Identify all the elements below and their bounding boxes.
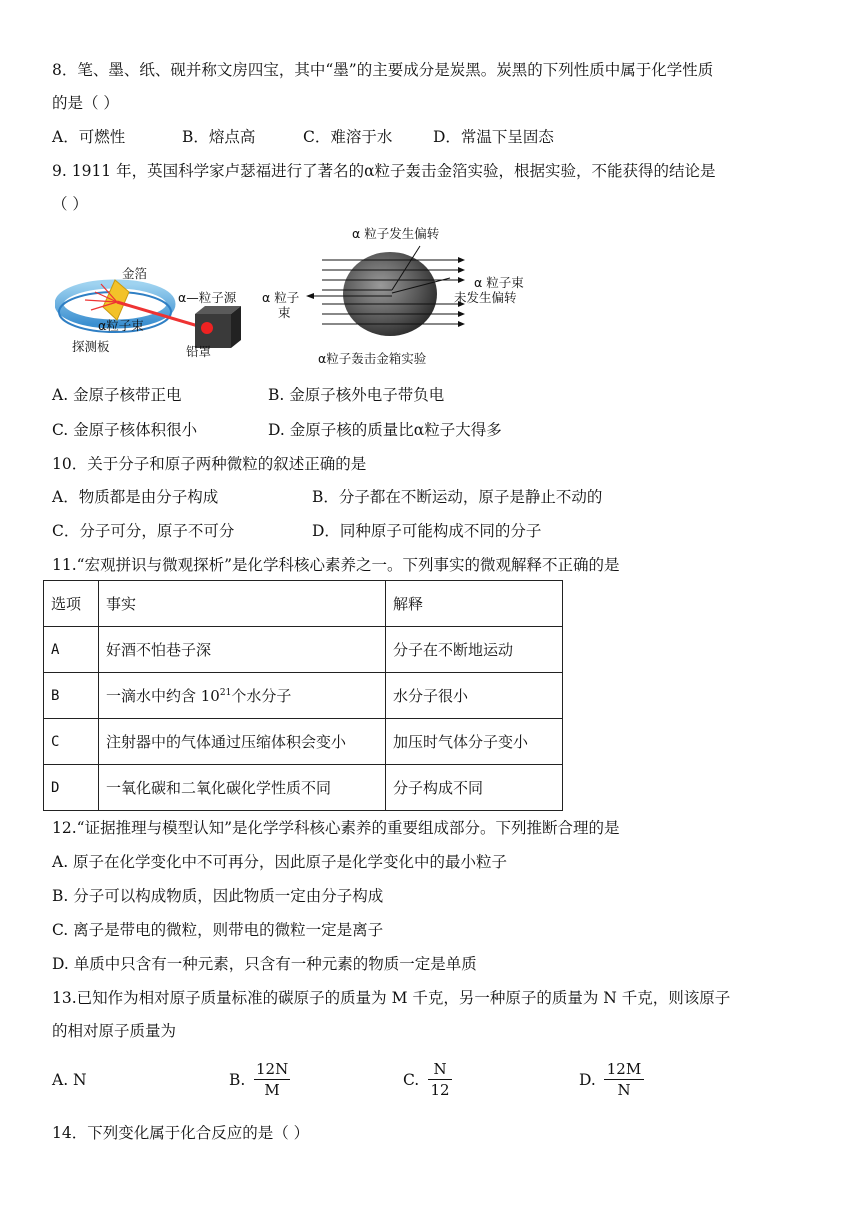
label-detector: 探测板 bbox=[72, 339, 110, 354]
header-option: 选项 bbox=[44, 581, 99, 627]
q11-table bbox=[43, 580, 563, 811]
row-option: B bbox=[44, 673, 99, 719]
fraction-bar bbox=[254, 1079, 290, 1080]
fraction-bar bbox=[428, 1079, 452, 1080]
row-explanation: 分子构成不同 bbox=[386, 765, 563, 811]
table-row bbox=[44, 719, 563, 765]
row-fact: 注射器中的气体通过压缩体积会变小 bbox=[99, 719, 386, 765]
fact-text: 一滴水中约含 10 bbox=[106, 687, 220, 705]
alpha-scattering-figure bbox=[300, 238, 470, 348]
q8-stem-line2: 的是（ ） bbox=[52, 94, 119, 112]
q8-option-c: C．难溶于水 bbox=[303, 128, 393, 146]
q9-stem-line1: 9. 1911 年，英国科学家卢瑟福进行了著名的α粒子轰击金箔实验，根据实验，不能获得的结论是 bbox=[52, 162, 716, 180]
row-fact: 好酒不怕巷子深 bbox=[99, 627, 386, 673]
label-gold-foil: 金箔 bbox=[122, 266, 148, 281]
row-option: D bbox=[44, 765, 99, 811]
label-beam-left-2: 束 bbox=[278, 305, 291, 320]
q11-stem: 11.“宏观拼识与微观探析”是化学科核心素养之一。下列事实的微观解释不正确的是 bbox=[52, 556, 620, 574]
q9-stem-line2: （ ） bbox=[52, 195, 88, 213]
rutherford-apparatus-figure bbox=[55, 262, 265, 372]
label-beam-left-1: α 粒子 bbox=[262, 290, 300, 305]
q13-option-c-fraction bbox=[428, 1060, 452, 1099]
fraction-bar bbox=[604, 1079, 644, 1080]
q13-stem-line1: 13.已知作为相对原子质量标准的碳原子的质量为 M 千克，另一种原子的质量为 N 千克，则该原子 bbox=[52, 989, 731, 1007]
table-row bbox=[44, 673, 563, 719]
q12-option-a: A. 原子在化学变化中不可再分，因此原子是化学变化中的最小粒子 bbox=[52, 853, 508, 871]
q13-option-b-fraction bbox=[254, 1060, 290, 1099]
q9-option-d: D. 金原子核的质量比α粒子大得多 bbox=[268, 421, 502, 439]
label-beam-right-2: 未发生偏转 bbox=[454, 290, 517, 305]
q10-option-b: B．分子都在不断运动，原子是静止不动的 bbox=[312, 488, 603, 506]
header-fact: 事实 bbox=[99, 581, 386, 627]
q10-option-c: C．分子可分，原子不可分 bbox=[52, 522, 235, 540]
q13-stem-line2: 的相对原子质量为 bbox=[52, 1022, 177, 1040]
table-row bbox=[44, 627, 563, 673]
q10-option-d: D．同种原子可能构成不同的分子 bbox=[312, 522, 542, 540]
label-deflect-top: α 粒子发生偏转 bbox=[352, 226, 440, 241]
label-beam-right-1: α 粒子束 bbox=[474, 275, 524, 290]
row-option: A bbox=[44, 627, 99, 673]
fraction-denominator: M bbox=[264, 1081, 280, 1099]
fact-text-end: 个水分子 bbox=[231, 687, 292, 705]
label-alpha-source: α—粒子源 bbox=[178, 290, 237, 305]
fact-exponent: 21 bbox=[219, 688, 232, 698]
fraction-numerator: 12M bbox=[606, 1060, 642, 1078]
row-explanation: 加压时气体分子变小 bbox=[386, 719, 563, 765]
q8-option-b: B．熔点高 bbox=[182, 128, 256, 146]
row-fact: 一氧化碳和二氧化碳化学性质不同 bbox=[99, 765, 386, 811]
row-explanation: 水分子很小 bbox=[386, 673, 563, 719]
header-explanation: 解释 bbox=[386, 581, 563, 627]
row-option: C bbox=[44, 719, 99, 765]
q13-option-d-label: D. bbox=[579, 1071, 596, 1089]
q9-option-c: C. 金原子核体积很小 bbox=[52, 421, 198, 439]
q12-option-b: B. 分子可以构成物质，因此物质一定由分子构成 bbox=[52, 887, 384, 905]
q8-option-d: D．常温下呈固态 bbox=[433, 128, 554, 146]
fraction-denominator: 12 bbox=[430, 1081, 450, 1099]
fraction-numerator: N bbox=[433, 1060, 447, 1078]
table-row bbox=[44, 765, 563, 811]
q8-stem-line1: 8．笔、墨、纸、砚并称文房四宝，其中“墨”的主要成分是炭黑。炭黑的下列性质中属于化学性质 bbox=[52, 61, 714, 79]
row-explanation: 分子在不断地运动 bbox=[386, 627, 563, 673]
label-alpha-beam: α粒子束 bbox=[98, 318, 144, 333]
q14-stem: 14．下列变化属于化合反应的是（ ） bbox=[52, 1124, 310, 1142]
q12-stem: 12.“证据推理与模型认知”是化学学科核心素养的重要组成部分。下列推断合理的是 bbox=[52, 819, 620, 837]
figure-caption: α粒子轰击金箱实验 bbox=[318, 351, 427, 366]
q8-option-a: A．可燃性 bbox=[52, 128, 126, 146]
q12-option-c: C. 离子是带电的微粒，则带电的微粒一定是离子 bbox=[52, 921, 384, 939]
row-fact bbox=[99, 673, 386, 719]
q9-option-b: B. 金原子核外电子带负电 bbox=[268, 386, 445, 404]
q13-option-c-label: C. bbox=[403, 1071, 420, 1089]
label-lead-box: 铅罩 bbox=[186, 344, 212, 359]
table-header-row bbox=[44, 581, 563, 627]
q13-option-d-fraction bbox=[604, 1060, 644, 1099]
fraction-denominator: N bbox=[617, 1081, 631, 1099]
q13-option-b-label: B. bbox=[229, 1071, 246, 1089]
q13-option-a: A. N bbox=[52, 1071, 87, 1089]
q10-option-a: A．物质都是由分子构成 bbox=[52, 488, 219, 506]
fraction-numerator: 12N bbox=[256, 1060, 289, 1078]
q9-option-a: A. 金原子核带正电 bbox=[52, 386, 182, 404]
q10-stem: 10．关于分子和原子两种微粒的叙述正确的是 bbox=[52, 455, 367, 473]
q12-option-d: D. 单质中只含有一种元素，只含有一种元素的物质一定是单质 bbox=[52, 955, 477, 973]
